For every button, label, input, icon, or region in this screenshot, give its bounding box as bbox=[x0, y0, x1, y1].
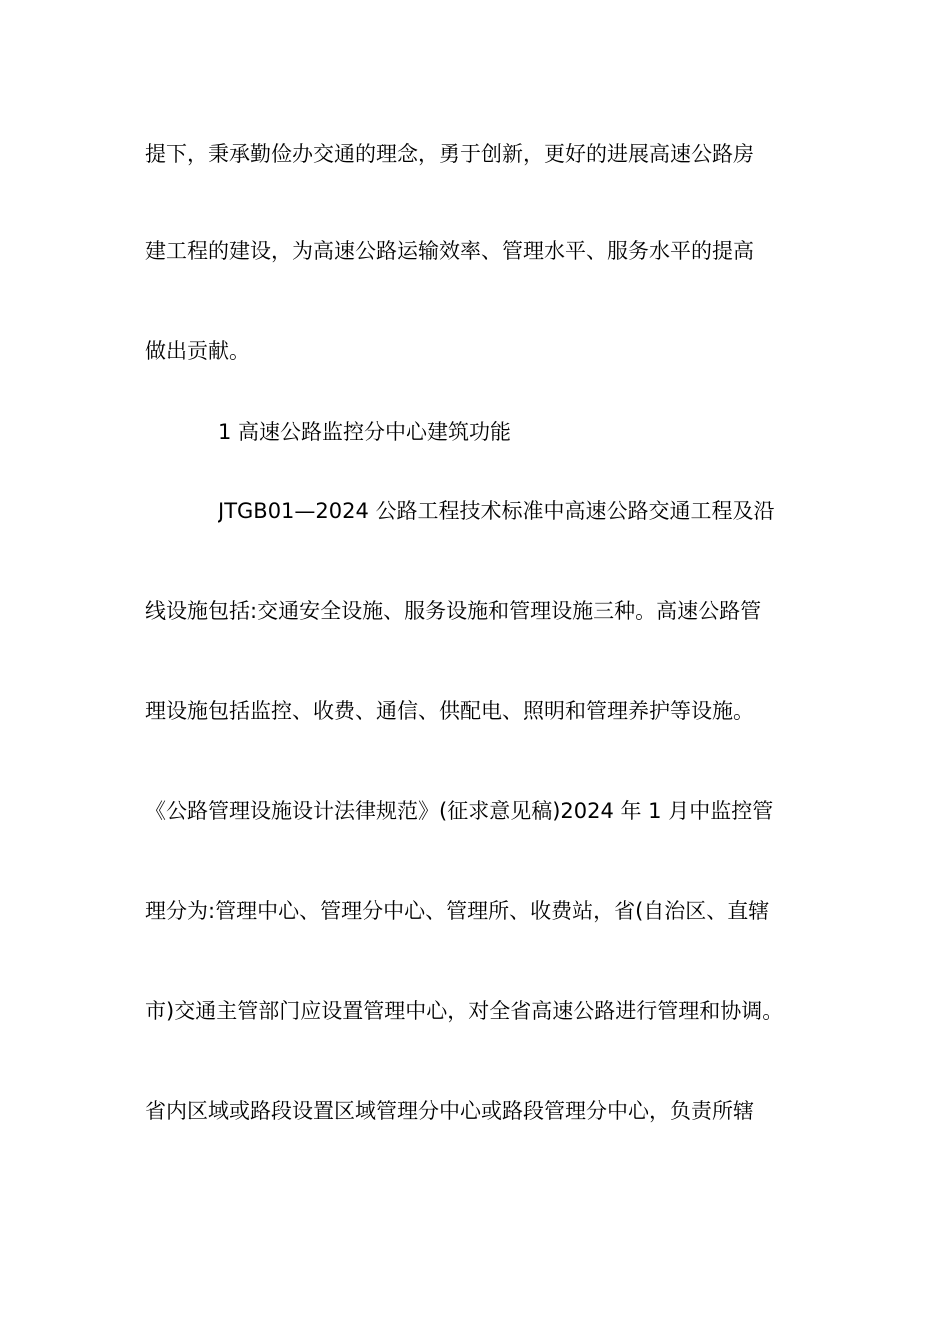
paragraph-line: 《公路管理设施设计法律规范》(征求意见稿)2024 年 1 月中监控管 bbox=[145, 799, 774, 823]
paragraph-line: JTGB01—2024 公路工程技术标准中高速公路交通工程及沿 bbox=[218, 499, 775, 523]
paragraph-line: 理设施包括监控、收费、通信、供配电、照明和管理养护等设施。 bbox=[145, 699, 754, 723]
paragraph-line: 市)交通主管部门应设置管理中心，对全省高速公路进行管理和协调。 bbox=[145, 999, 784, 1023]
paragraph-line: 做出贡献。 bbox=[145, 339, 250, 363]
paragraph-line: 建工程的建设，为高速公路运输效率、管理水平、服务水平的提高 bbox=[145, 239, 754, 263]
paragraph-line: 省内区域或路段设置区域管理分中心或路段管理分中心，负责所辖 bbox=[145, 1099, 754, 1123]
paragraph-line: 提下，秉承勤俭办交通的理念，勇于创新，更好的进展高速公路房 bbox=[145, 142, 754, 166]
section-heading: 1 高速公路监控分中心建筑功能 bbox=[218, 420, 512, 444]
paragraph-line: 线设施包括:交通安全设施、服务设施和管理设施三种。高速公路管 bbox=[145, 599, 762, 623]
paragraph-line: 理分为:管理中心、管理分中心、管理所、收费站，省(自治区、直辖 bbox=[145, 899, 770, 923]
